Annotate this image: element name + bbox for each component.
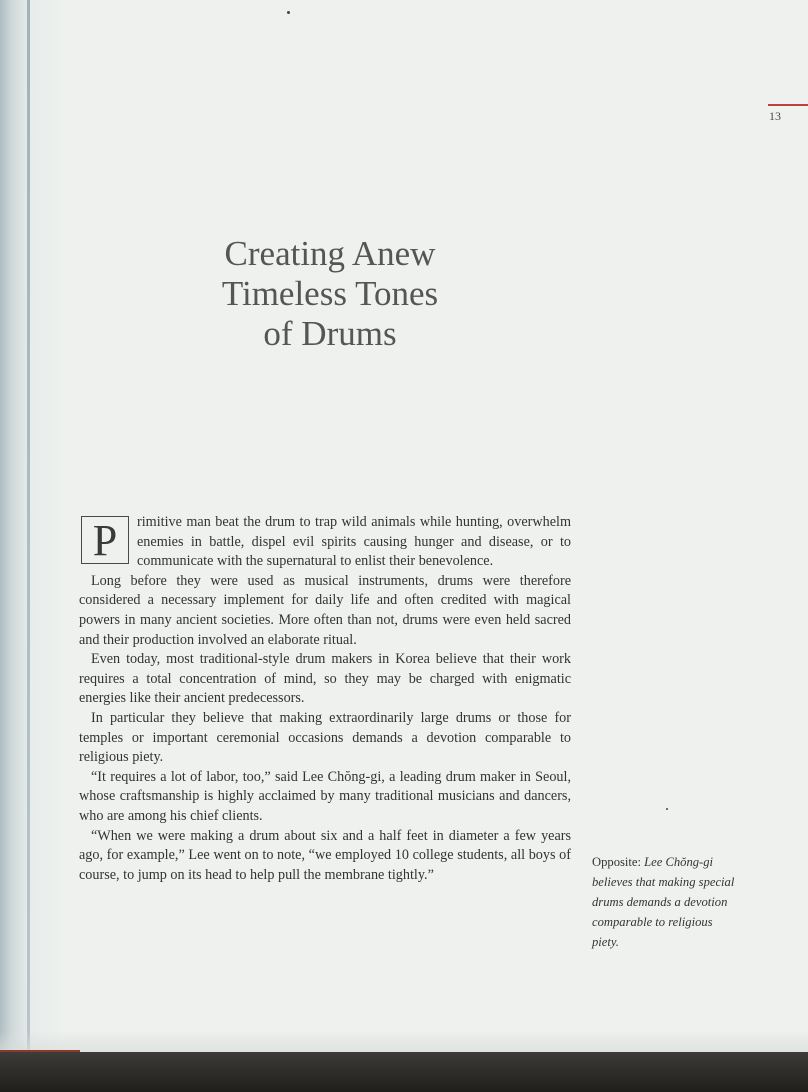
title-line: Timeless Tones: [221, 274, 439, 313]
page-number-rule: [768, 104, 808, 106]
caption-lead: Opposite:: [592, 855, 641, 869]
page-number: 13: [769, 109, 781, 123]
book-gutter: [0, 0, 64, 1060]
title-line: Creating Anew: [224, 234, 436, 273]
dust-speck: [287, 11, 290, 14]
paragraph: “It requires a lot of labor, too,” said Lee Chŏng-gi, a leading drum maker in Seoul, whose craftsmanship is highly acclaimed by many traditional musicians and dancers, who are among his chief clients.: [79, 768, 571, 824]
dust-speck: [666, 808, 668, 810]
scanner-bed: [0, 1052, 808, 1092]
paragraph: [79, 513, 571, 572]
caption-text: Lee Chŏng-gi believes that making special drums demands a devotion comparable to religious piety.: [592, 855, 735, 949]
title-line: of Drums: [263, 314, 397, 353]
drop-cap: P: [81, 516, 129, 564]
paragraph: In particular they believe that making extraordinarily large drums or those for temples or important ceremonial occasions demands a devotion comparable to religious piety.: [79, 709, 571, 766]
photo-caption: [592, 852, 742, 952]
article-body: [79, 513, 571, 885]
paragraph: “When we were making a drum about six and a half feet in diameter a few years ago, for example,” Lee went on to note, “we employed 10 college students, all boys of course, to jump on its head to help pull the membrane tightly.”: [79, 827, 571, 883]
paragraph-text: rimitive man beat the drum to trap wild animals while hunting, overwhelm enemies in battle, dispel evil spirits causing hunger and disease, or to communicate with the supernatural to enlist their benevolence.: [137, 514, 571, 570]
paragraph: Even today, most traditional-style drum makers in Korea believe that their work requires a total concentration of mind, so they may be charged with enigmatic energies like their ancient predecessors.: [79, 651, 571, 707]
article-title: [150, 234, 510, 354]
paragraph: Long before they were used as musical instruments, drums were therefore considered a necessary implement for daily life and often credited with magical powers in many ancient societies. More often than not, drums were even held sacred and their production involved an elaborate ritual.: [79, 572, 571, 648]
page-edge: [27, 0, 30, 1060]
